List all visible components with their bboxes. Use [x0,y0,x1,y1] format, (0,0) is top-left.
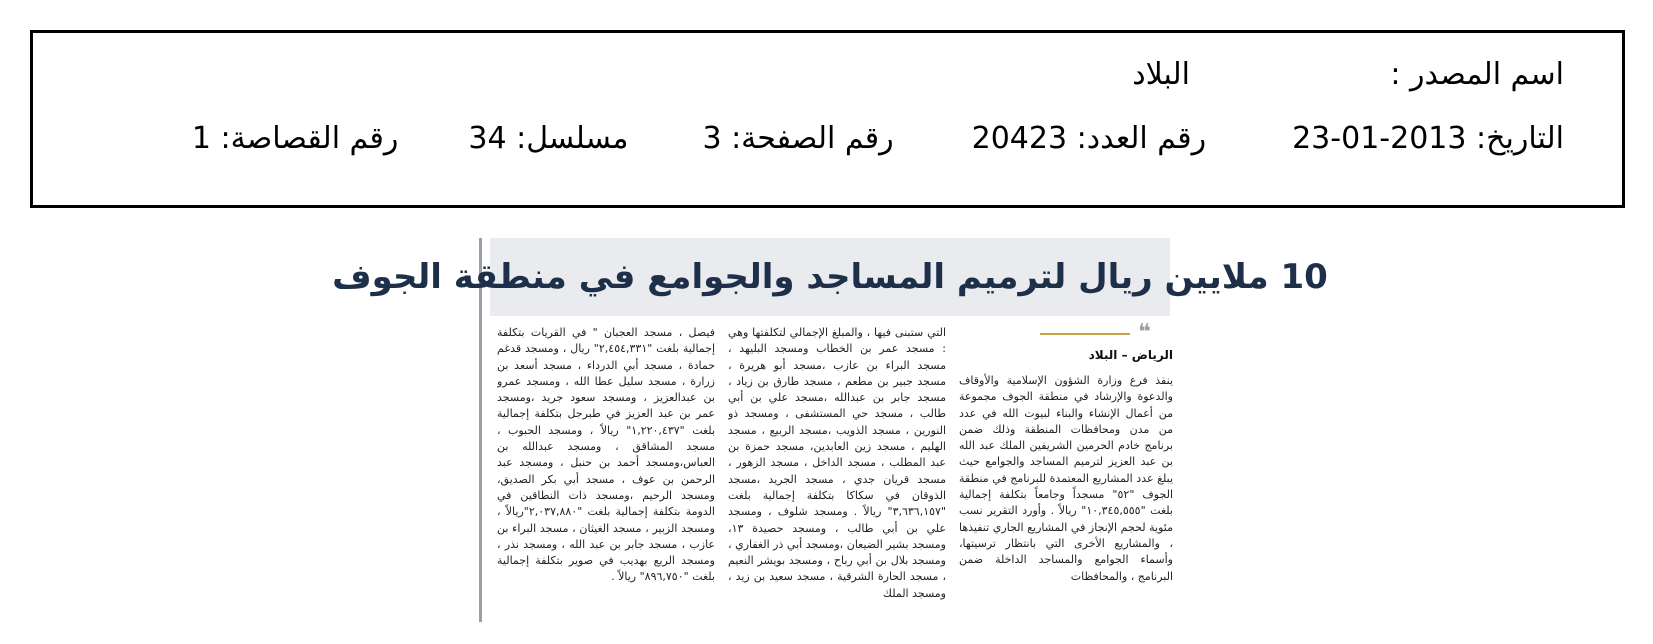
headline-bar [332,238,1328,316]
article-column-2: التي ستبنى فيها ، والمبلغ الإجمالي لتكلفتها وهي : مسجد عمر بن الخطاب ومسجد البليهد ، مسجد البراء بن عازب ،مسجد أبو هريرة ، مسجد جبير بن مطعم ، مسجد طارق بن زياد ، مسجد جابر بن عبدالله ،مسجد علي بن أبي طالب ، مسجد حي المستشفى ، ومسجد ذو النورين ، مسجد الذويب ،مسجد الربيع ، مسجد الهليم ، مسجد زين العابدين، مسجد حمزة بن عبد المطلب ، مسجد الداخل ، مسجد الزهور ، مسجد قريان جدي ، مسجد الجريد ،مسجد الذوقان في سكاكا بتكلفة إجمالية بلغت "٣,٦٣٦,١٥٧" ريالاً . ومسجد شلوف ، ومسجد علي بن أبي طالب ، ومسجد حصيدة ١٣، ومسجد بشير الضيعان ،ومسجد أبي ذر الغفاري ، ومسجد بلال بن أبي رباح ، ومسجد بويشر النعيم ، مسجد الحارة الشرقية ، مسجد سعيد بن زيد ، ومسجد الملك [728,326,946,600]
issue-number-field: رقم العدد: 20423 [971,121,1207,156]
page-number-field: رقم الصفحة: 3 [702,121,894,156]
article-headline: 10 ملايين ريال لترميم المساجد والجوامع في منطقة الجوف [332,257,1328,297]
article-byline: الرياض – البلاد [1088,348,1173,362]
article-column-3: فيصل ، مسجد العجبان " في القريات بتكلفة إجمالية بلغت "٢,٤٥٤,٣٣١" ريال ، ومسجد قدغم حمادة ، مسجد أبي الدرداء ، مسجد أسعد بن زرارة ، مسجد سليل عطا الله ، ومسجد عمرو بن عبدالعزيز ، ومسجد سعود جريد ،ومسجد عمر بن عبد العزيز في طبرجل بتكلفة إجمالية بلغت "١,٢٢٠,٤٣٧" ريالاً ، ومسجد الحبوب ، مسجد المشاقق ، ومسجد عبدالله بن العباس،ومسجد أحمد بن حنبل ، ومسجد عبد الرحمن بن عوف ، مسجد أبي بكر الصديق، ومسجد الرحيم ،ومسجد ذات النطاقين في الدومة بتكلفة إجمالية بلغت "٢,٠٣٧,٨٨٠"ريالاً ، ومسجد الزبير ، مسجد الغيثان ، مسجد البراء بن عازب ، مسجد جابر بن عبد الله ، ومسجد نذر ، ومسجد الربع بهديب في صوير بتكلفة إجمالية بلغت "٨٩٦,٧٥٠" ريالاً . [497,326,715,584]
serial-field: مسلسل: 34 [468,121,629,156]
date-field: التاريخ: 2013-01-23 [1292,121,1564,156]
clip-number-field: رقم القصاصة: 1 [191,121,399,156]
article-column-1 [959,325,1173,623]
source-value: البلاد [1132,57,1190,92]
metadata-row [192,121,1564,156]
column-1-text: ينفذ فرع وزارة الشؤون الإسلامية والأوقاف والدعوة والإرشاد في منطقة الجوف مجموعة من أعمال الإنشاء والبناء لبيوت الله في عدد من مدن ومحافظات المنطقة وذلك ضمن برنامج خادم الحرمين الشريفين الملك عبد الله بن عبد العزيز لترميم المساجد والجوامع حيث يبلغ عدد المشاريع المعتمدة للبرنامج في منطقة الجوف "٥٢" مسجداً وجامعاً بتكلفة إجمالية بلغت "١٠,٣٤٥,٥٥٥" ريالاً . وأورد التقرير نسب مئوية لحجم الإنجاز في المشاريع الجاري تنفيذها ، والمشاريع الأخرى التي بانتظار ترسيتها، وأسماء الجوامع والمساجد الداخلة ضمن البرنامج ، والمحافظات [959,374,1173,583]
quote-icon: ❝ [1138,320,1151,345]
clipping-header-box [30,30,1625,208]
source-label: اسم المصدر : [1390,57,1564,92]
